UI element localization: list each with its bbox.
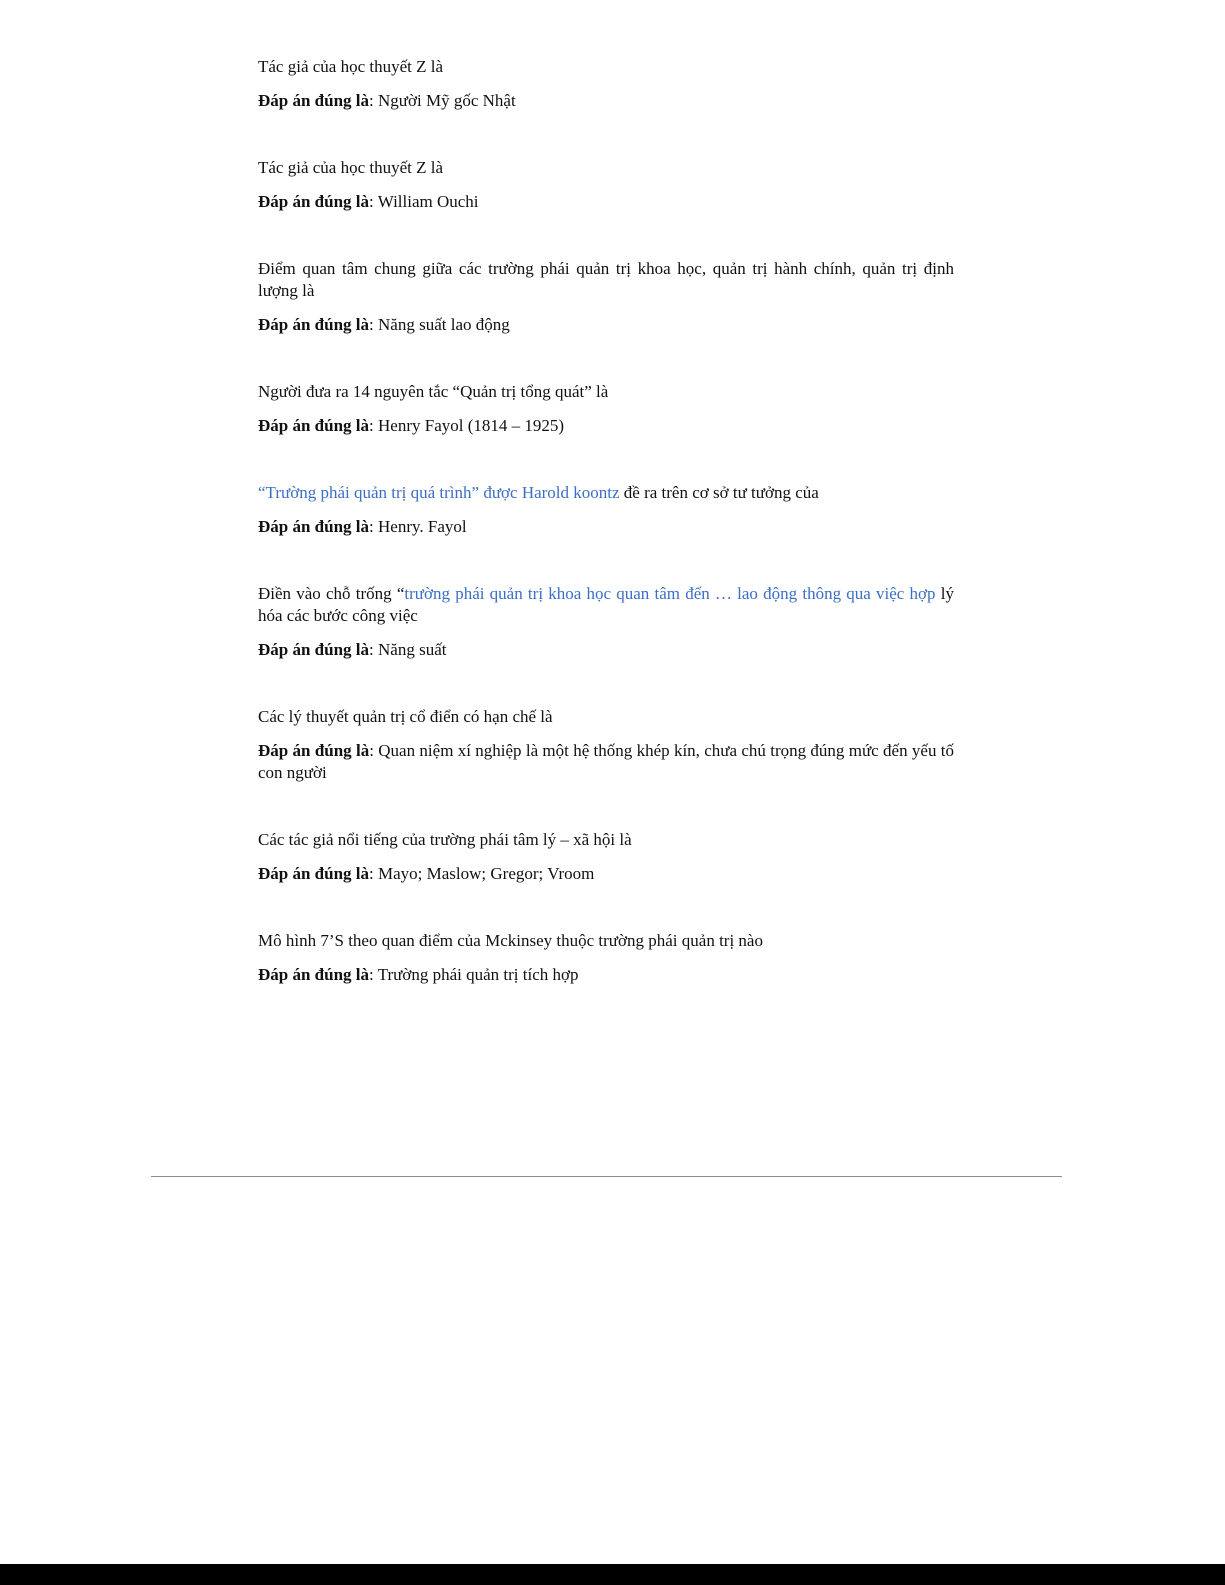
qa-item (258, 381, 954, 437)
question-text: Người đưa ra 14 nguyên tắc “Quản trị tổng quát” là (258, 382, 609, 401)
qa-item (258, 56, 954, 112)
answer-label: Đáp án đúng là (258, 416, 370, 435)
qa-item (258, 258, 954, 336)
question-text: Điểm quan tâm chung giữa các trường phái quản trị khoa học, quản trị hành chính, quản trị định lượng là (258, 259, 954, 300)
question-text: Mô hình 7’S theo quan điểm của Mckinsey thuộc trường phái quản trị nào (258, 931, 763, 950)
qa-list (258, 56, 954, 1031)
qa-item (258, 583, 954, 661)
answer-text: Đáp án đúng là: Mayo; Maslow; Gregor; Vroom (258, 864, 595, 883)
answer-text: Đáp án đúng là: Henry. Fayol (258, 517, 467, 536)
answer-label: Đáp án đúng là (258, 864, 370, 883)
question-text: Điền vào chỗ trống “trường phái quản trị khoa học quan tâm đến … lao động thông qua việc hợp lý hóa các bước công việc (258, 584, 954, 625)
answer-text: Đáp án đúng là: Henry Fayol (1814 – 1925) (258, 416, 565, 435)
answer-text: Đáp án đúng là: William Ouchi (258, 192, 479, 211)
answer-text: Đáp án đúng là: Quan niệm xí nghiệp là một hệ thống khép kín, chưa chú trọng đúng mức đến yếu tố con người (258, 741, 954, 782)
answer-value: William Ouchi (377, 192, 479, 211)
answer-text: Đáp án đúng là: Người Mỹ gốc Nhật (258, 91, 516, 110)
answer-label: Đáp án đúng là (258, 965, 370, 984)
question-text: Các tác giả nổi tiếng của trường phái tâm lý – xã hội là (258, 830, 632, 849)
highlighted-link-text[interactable]: “Trường phái quản trị quá trình” được Harold koontz (258, 483, 620, 502)
answer-value: Năng suất (378, 640, 447, 659)
question-text: Tác giả của học thuyết Z là (258, 57, 444, 76)
qa-item (258, 482, 954, 538)
answer-label: Đáp án đúng là (258, 91, 370, 110)
highlighted-link-text[interactable]: trường phái quản trị khoa học quan tâm đến … lao động thông qua việc hợp (404, 584, 936, 603)
answer-label: Đáp án đúng là (258, 741, 370, 760)
answer-value: Năng suất lao động (378, 315, 510, 334)
answer-value: Quan niệm xí nghiệp là một hệ thống khép kín, chưa chú trọng đúng mức đến yếu tố con người (258, 741, 954, 782)
answer-value: Henry Fayol (1814 – 1925) (378, 416, 565, 435)
answer-value: Trường phái quản trị tích hợp (377, 965, 579, 984)
qa-item (258, 930, 954, 986)
answer-label: Đáp án đúng là (258, 640, 370, 659)
answer-text: Đáp án đúng là: Năng suất lao động (258, 315, 510, 334)
answer-label: Đáp án đúng là (258, 517, 370, 536)
question-text: “Trường phái quản trị quá trình” được Harold koontz đề ra trên cơ sở tư tưởng của (258, 483, 819, 502)
question-text: Tác giả của học thuyết Z là (258, 158, 444, 177)
answer-value: Mayo; Maslow; Gregor; Vroom (378, 864, 595, 883)
qa-item (258, 706, 954, 784)
page-bottom-edge (0, 1564, 1225, 1585)
answer-label: Đáp án đúng là (258, 192, 370, 211)
qa-item (258, 157, 954, 213)
answer-text: Đáp án đúng là: Trường phái quản trị tích hợp (258, 965, 579, 984)
answer-value: Người Mỹ gốc Nhật (378, 91, 516, 110)
qa-item (258, 829, 954, 885)
question-text: Các lý thuyết quản trị cổ điển có hạn chế là (258, 707, 553, 726)
answer-label: Đáp án đúng là (258, 315, 370, 334)
answer-value: Henry. Fayol (378, 517, 467, 536)
page-divider-line (151, 1176, 1062, 1177)
answer-text: Đáp án đúng là: Năng suất (258, 640, 447, 659)
